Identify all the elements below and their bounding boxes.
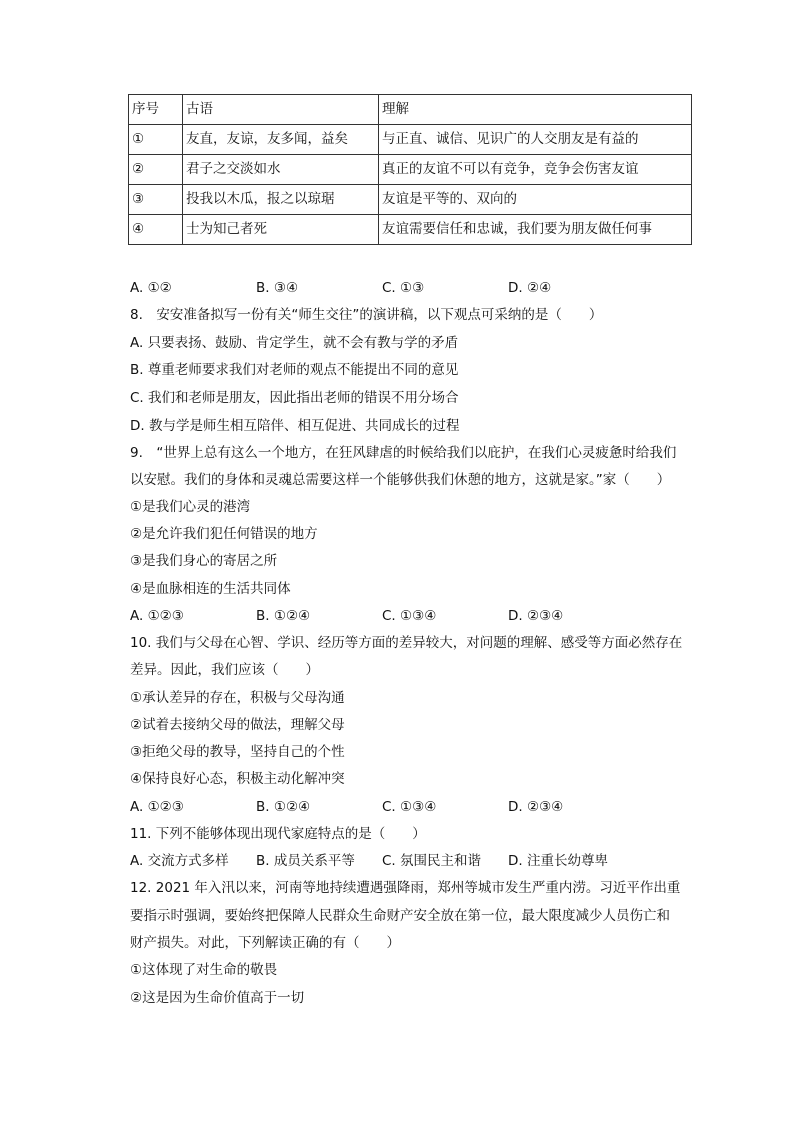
q10-options bbox=[130, 797, 690, 817]
q8-option-d: D. 教与学是师生相互陪伴、相互促进、共同成长的过程 bbox=[130, 418, 460, 434]
table-cell: 友直，友谅，友多闻，益矣 bbox=[183, 125, 379, 155]
table-header-row bbox=[129, 95, 692, 125]
q10-option-b: B. ①②④ bbox=[256, 799, 311, 815]
q7-option-d: D. ②④ bbox=[508, 280, 552, 296]
q8-option-b: B. 尊重老师要求我们对老师的观点不能提出不同的意见 bbox=[130, 362, 459, 378]
q9-option-a: A. ①②③ bbox=[130, 608, 184, 624]
q11-option-d: D. 注重长幼尊卑 bbox=[508, 853, 608, 869]
q7-options bbox=[130, 278, 690, 298]
q9-item-1: ①是我们心灵的港湾 bbox=[130, 499, 251, 515]
table-cell: ① bbox=[129, 125, 183, 155]
table-cell: 君子之交淡如水 bbox=[183, 155, 379, 185]
q12-stem-line-2: 要指示时强调，要始终把保障人民群众生命财产安全放在第一位，最大限度减少人员伤亡和 bbox=[130, 908, 670, 924]
q9-stem-line-1: 9. “世界上总有这么一个地方，在狂风肆虐的时候给我们以庇护，在我们心灵疲惫时给我们 bbox=[130, 445, 677, 461]
q11-options bbox=[130, 851, 690, 871]
q7-option-b: B. ③④ bbox=[256, 280, 299, 296]
table-cell: ④ bbox=[129, 215, 183, 245]
q12-stem-line-3: 财产损失。对此，下列解读正确的有（ ） bbox=[130, 935, 400, 951]
q10-item-2: ②试着去接纳父母的做法，理解父母 bbox=[130, 717, 345, 733]
table-cell: 投我以木瓜，报之以琼琚 bbox=[183, 185, 379, 215]
q10-option-d: D. ②③④ bbox=[508, 799, 564, 815]
table-row bbox=[129, 215, 692, 245]
q11-stem: 11. 下列不能够体现出现代家庭特点的是（ ） bbox=[130, 826, 426, 842]
table-cell: 与正直、诚信、见识广的人交朋友是有益的 bbox=[379, 125, 692, 155]
q12-item-1: ①这体现了对生命的敬畏 bbox=[130, 962, 278, 978]
table-row bbox=[129, 185, 692, 215]
q10-stem-line-2: 差异。因此，我们应该（ ） bbox=[130, 662, 319, 678]
table-cell: 真正的友谊不可以有竞争，竞争会伤害友谊 bbox=[379, 155, 692, 185]
q9-option-b: B. ①②④ bbox=[256, 608, 311, 624]
q9-options bbox=[130, 606, 690, 626]
table-row bbox=[129, 155, 692, 185]
q10-stem-line-1: 10. 我们与父母在心智、学识、经历等方面的差异较大，对问题的理解、感受等方面必然存在 bbox=[130, 635, 683, 651]
table-header-cell: 理解 bbox=[379, 95, 692, 125]
q7-option-c: C. ①③ bbox=[382, 280, 425, 296]
table-header-cell: 古语 bbox=[183, 95, 379, 125]
q10-option-a: A. ①②③ bbox=[130, 799, 184, 815]
q12-item-2: ②这是因为生命价值高于一切 bbox=[130, 990, 305, 1006]
q9-stem-line-2: 以安慰。我们的身体和灵魂总需要这样一个能够供我们休憩的地方，这就是家。”家（ ） bbox=[130, 472, 671, 488]
table-cell: 友谊是平等的、双向的 bbox=[379, 185, 692, 215]
q12-stem-line-1: 12. 2021 年入汛以来，河南等地持续遭遇强降雨，郑州等城市发生严重内涝。习近平作出重 bbox=[130, 880, 681, 896]
q9-item-3: ③是我们身心的寄居之所 bbox=[130, 553, 278, 569]
q9-item-2: ②是允许我们犯任何错误的地方 bbox=[130, 526, 318, 542]
q8-option-a: A. 只要表扬、鼓励、肯定学生，就不会有教与学的矛盾 bbox=[130, 335, 459, 351]
q10-item-1: ①承认差异的存在，积极与父母沟通 bbox=[130, 690, 345, 706]
q10-item-3: ③拒绝父母的教导，坚持自己的个性 bbox=[130, 744, 345, 760]
q11-option-b: B. 成员关系平等 bbox=[256, 853, 355, 869]
q10-item-4: ④保持良好心态，积极主动化解冲突 bbox=[130, 771, 345, 787]
q11-option-c: C. 氛围民主和谐 bbox=[382, 853, 482, 869]
table-cell: ② bbox=[129, 155, 183, 185]
q8-stem: 8. 安安准备拟写一份有关“师生交往”的演讲稿，以下观点可采纳的是（ ） bbox=[130, 307, 603, 323]
q8-option-c: C. 我们和老师是朋友，因此指出老师的错误不用分场合 bbox=[130, 390, 459, 406]
table-cell: ③ bbox=[129, 185, 183, 215]
q9-item-4: ④是血脉相连的生活共同体 bbox=[130, 581, 291, 597]
q9-option-c: C. ①③④ bbox=[382, 608, 437, 624]
ancient-sayings-table bbox=[128, 94, 692, 245]
q7-option-a: A. ①② bbox=[130, 280, 172, 296]
table-cell: 士为知己者死 bbox=[183, 215, 379, 245]
q9-option-d: D. ②③④ bbox=[508, 608, 564, 624]
table-row bbox=[129, 125, 692, 155]
table-header-cell: 序号 bbox=[129, 95, 183, 125]
q10-option-c: C. ①③④ bbox=[382, 799, 437, 815]
q11-option-a: A. 交流方式多样 bbox=[130, 853, 229, 869]
table-cell: 友谊需要信任和忠诚，我们要为朋友做任何事 bbox=[379, 215, 692, 245]
